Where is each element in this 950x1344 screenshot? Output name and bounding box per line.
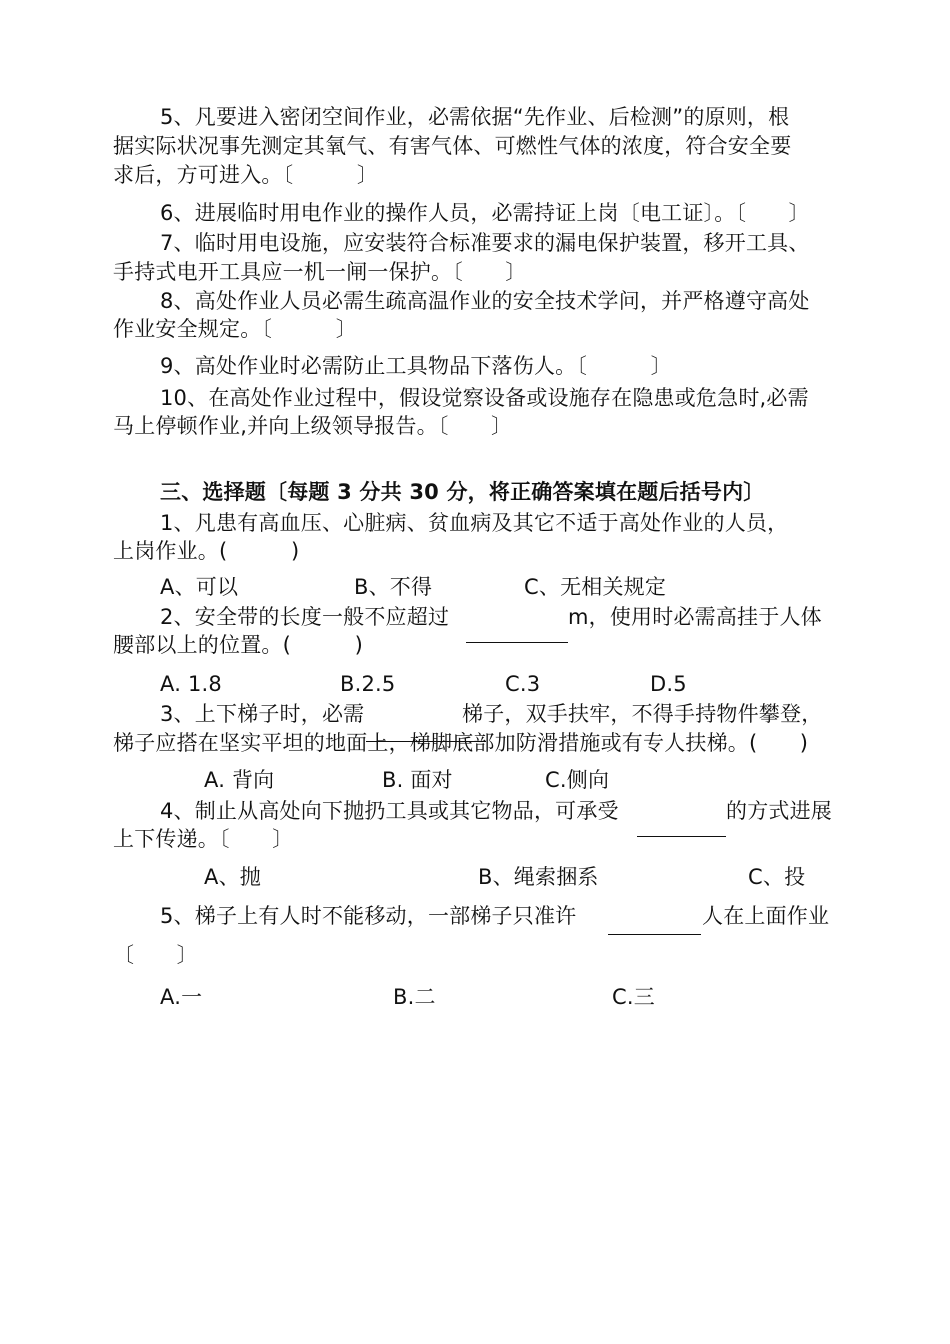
choice-q5-option-a: A.一 — [160, 985, 203, 1009]
choice-q1-option-b: B、不得 — [354, 575, 433, 599]
choice-q3-line2: 梯子应搭在坚实平坦的地面上，梯脚底部加防滑措施或有专人扶梯。( ) — [113, 731, 809, 755]
choice-q5-line1-before: 5、梯子上有人时不能移动，一部梯子只准许 — [160, 904, 577, 928]
choice-q4-line1-after: 的方式进展 — [726, 799, 832, 823]
choice-q2-line1-before: 2、安全带的长度一般不应超过 — [160, 605, 450, 629]
choice-q3-line1-before: 3、上下梯子时，必需 — [160, 702, 365, 726]
choice-q1-option-c: C、无相关规定 — [524, 575, 667, 599]
choice-q4-option-b: B、绳索捆系 — [478, 865, 599, 889]
choice-q5-option-b: B.二 — [393, 985, 436, 1009]
choice-q1-line1: 1、凡患有高血压、心脏病、贫血病及其它不适于高处作业的人员， — [160, 511, 789, 535]
judge-q5-line3: 求后，方可进入。〔 〕 — [113, 163, 379, 187]
choice-q4-option-c: C、投 — [748, 865, 806, 889]
choice-q3-strike-mark — [366, 741, 486, 742]
judge-q5-line1: 5、凡要进入密闭空间作业，必需依据“先作业、后检测”的原则，根 — [160, 105, 790, 129]
judge-q8-line2: 作业安全规定。〔 〕 — [113, 317, 357, 341]
choice-q4-line1-before: 4、制止从高处向下抛扔工具或其它物品，可承受 — [160, 799, 619, 823]
judge-q7-line2: 手持式电开工具应一机一闸一保护。〔 〕 — [113, 260, 527, 284]
choice-q5-option-c: C.三 — [612, 985, 655, 1009]
choice-q2-line1-after: m，使用时必需高挂于人体 — [568, 605, 822, 629]
judge-q8-line1: 8、高处作业人员必需生疏高温作业的安全技术学问，并严格遵守高处 — [160, 289, 810, 313]
choice-q3-option-a: A. 背向 — [204, 768, 275, 792]
choice-q4-blank — [637, 836, 726, 837]
choice-q2-line2: 腰部以上的位置。( ) — [113, 633, 363, 657]
judge-q10-line1: 10、在高处作业过程中，假设觉察设备或设施存在隐患或危急时,必需 — [160, 386, 809, 410]
choice-q2-option-d: D.5 — [650, 672, 687, 696]
choice-q4-option-a: A、抛 — [204, 865, 261, 889]
judge-q10-line2: 马上停顿作业,并向上级领导报告。〔 〕 — [113, 414, 513, 438]
judge-q6-line1: 6、进展临时用电作业的操作人员，必需持证上岗〔电工证〕。〔 〕 — [160, 201, 810, 225]
judge-q5-line2: 据实际状况事先测定其氧气、有害气体、可燃性气体的浓度，符合安全要 — [113, 134, 792, 158]
choice-q2-blank — [466, 642, 568, 643]
section-heading: 三、选择题〔每题 3 分共 30 分，将正确答案填在题后括号内〕 — [160, 480, 765, 504]
choice-q5-line2: 〔 〕 — [113, 943, 198, 967]
choice-q3-option-c: C.侧向 — [545, 768, 610, 792]
choice-q2-option-b: B.2.5 — [340, 672, 396, 696]
choice-q5-blank — [608, 934, 701, 935]
choice-q1-option-a: A、可以 — [160, 575, 239, 599]
choice-q3-line1-after: 梯子，双手扶牢，不得手持物件攀登， — [462, 702, 823, 726]
choice-q4-line2: 上下传递。〔 〕 — [113, 827, 294, 851]
choice-q3-option-b: B. 面对 — [382, 768, 453, 792]
choice-q1-line2: 上岗作业。( ) — [113, 539, 300, 563]
choice-q2-option-a: A. 1.8 — [160, 672, 222, 696]
choice-q5-line1-after: 人在上面作业 — [702, 904, 830, 928]
choice-q2-option-c: C.3 — [505, 672, 541, 696]
judge-q9-line1: 9、高处作业时必需防止工具物品下落伤人。〔 〕 — [160, 354, 672, 378]
judge-q7-line1: 7、临时用电设施，应安装符合标准要求的漏电保护装置，移开工具、 — [160, 231, 810, 255]
